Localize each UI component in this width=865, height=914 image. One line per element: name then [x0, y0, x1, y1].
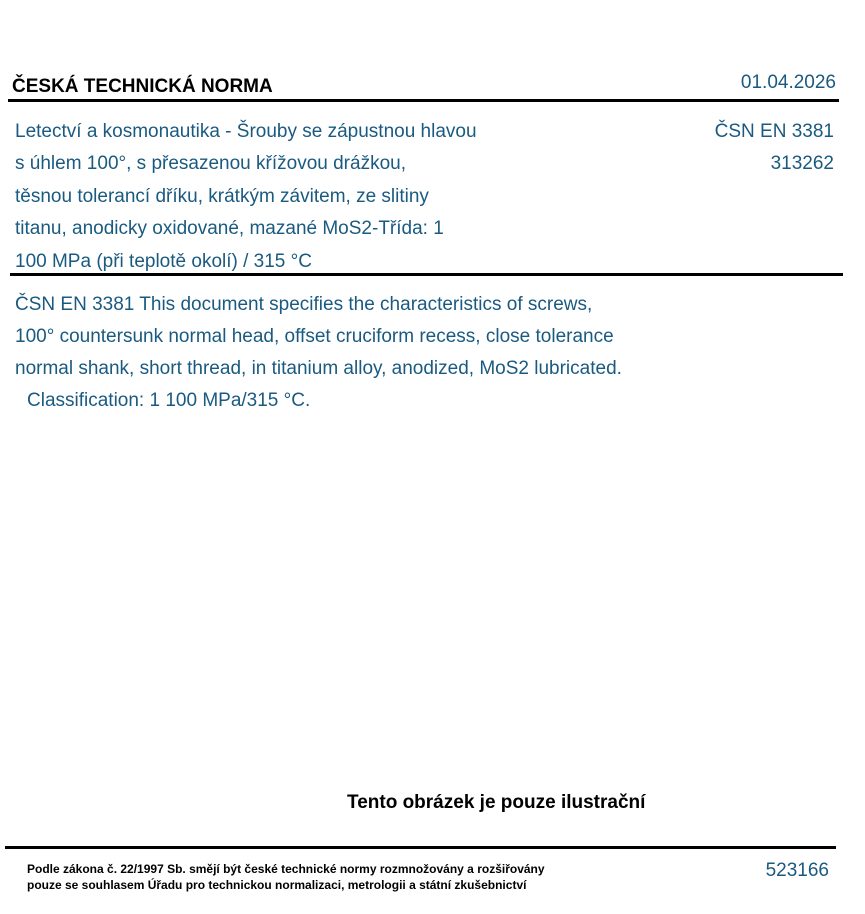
- standard-identifiers: [715, 116, 834, 181]
- description-line: ČSN EN 3381 This document specifies the characteristics of screws,: [15, 294, 593, 315]
- footer-divider: [5, 846, 836, 849]
- title-line: titanu, anodicky oxidované, mazané MoS2-Třída: 1: [15, 218, 444, 240]
- standard-code: 313262: [770, 153, 834, 175]
- description-line: normal shank, short thread, in titanium alloy, anodized, MoS2 lubricated.: [15, 358, 622, 379]
- document-date: 01.04.2026: [740, 72, 836, 93]
- header-divider: [8, 99, 839, 102]
- title-line: s úhlem 100°, s přesazenou křížovou drážkou,: [15, 153, 406, 175]
- title-line: Letectví a kosmonautika - Šrouby se zápustnou hlavou: [15, 121, 477, 142]
- title-line: 100 MPa (při teplotě okolí) / 315 °C: [15, 250, 312, 272]
- english-description: [15, 289, 775, 417]
- standard-number: ČSN EN 3381: [714, 121, 834, 142]
- legal-notice: [27, 861, 647, 893]
- legal-line: pouze se souhlasem Úřadu pro technickou normalizaci, metrologii a státní zkušebnictví: [27, 878, 527, 892]
- description-line: Classification: 1 100 MPa/315 °C.: [27, 390, 311, 411]
- title-line: těsnou tolerancí dříku, krátkým závitem, ze slitiny: [15, 185, 429, 207]
- document-type-title: ČESKÁ TECHNICKÁ NORMA: [12, 76, 273, 97]
- standard-czech-title: [15, 116, 575, 278]
- description-line: 100° countersunk normal head, offset cruciform recess, close tolerance: [15, 326, 614, 347]
- legal-line: Podle zákona č. 22/1997 Sb. smějí být české technické normy rozmnožovány a rozšiřovány: [27, 862, 545, 876]
- title-divider: [10, 273, 843, 276]
- illustration-note: Tento obrázek je pouze ilustrační: [347, 792, 646, 813]
- document-id: 523166: [765, 860, 829, 881]
